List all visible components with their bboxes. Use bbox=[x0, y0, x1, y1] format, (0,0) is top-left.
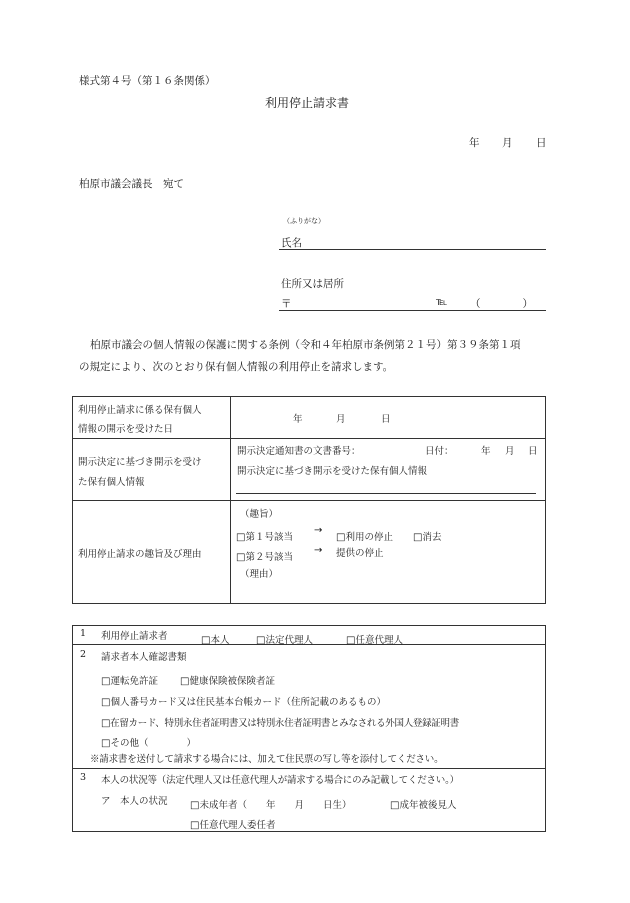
drivers-license-checkbox[interactable]: □ bbox=[101, 676, 111, 687]
intro-line-1: 柏原市議会の個人情報の保護に関する条例（令和４年柏原市条例第２１号）第３９条第１項 bbox=[90, 339, 521, 351]
art2-checkbox[interactable]: □ bbox=[236, 552, 246, 563]
s3-sub-a: ア 本人の状況 bbox=[101, 796, 168, 807]
row3-label: 利用停止請求の趣旨及び理由 bbox=[78, 549, 202, 560]
s2-note: ※請求書を送付して請求する場合には、加えて住民票の写し等を添付してください。 bbox=[90, 754, 444, 765]
erase-checkbox[interactable]: □ bbox=[413, 532, 423, 543]
my-number-card-label: 個人番号カード又は住民基本台帳カード（住所記載のあるもの） bbox=[110, 697, 386, 708]
my-number-card-checkbox[interactable]: □ bbox=[101, 697, 111, 708]
address-line[interactable] bbox=[279, 310, 546, 311]
self-checkbox[interactable]: □ bbox=[201, 635, 211, 646]
art2-arrow: → bbox=[314, 545, 323, 556]
addressee: 柏原市議会議長 宛て bbox=[79, 178, 184, 190]
stop-provide-label: 提供の停止 bbox=[336, 548, 384, 559]
art2-label: 第２号該当 bbox=[245, 552, 293, 563]
s3-number: 3 bbox=[80, 772, 87, 783]
form-title: 利用停止請求書 bbox=[265, 96, 350, 110]
s2-number: 2 bbox=[80, 649, 87, 660]
adult-ward-checkbox[interactable]: □ bbox=[390, 800, 400, 811]
row2-label-2: た保有個人情報 bbox=[78, 477, 145, 488]
other-doc-checkbox[interactable]: □ bbox=[101, 738, 111, 749]
date-day: 日 bbox=[536, 137, 547, 149]
row1-label-1: 利用停止請求に係る保有個人 bbox=[78, 405, 202, 416]
health-insurance-label: 健康保険被保険者証 bbox=[189, 676, 275, 687]
art1-checkbox[interactable]: □ bbox=[236, 532, 246, 543]
agent-principal-label: 任意代理人委任者 bbox=[199, 820, 276, 831]
stop-use-checkbox[interactable]: □ bbox=[336, 532, 346, 543]
agent-principal-checkbox[interactable]: □ bbox=[190, 820, 200, 831]
minor-label: 未成年者（ 年 月 日生） bbox=[199, 800, 352, 811]
other-doc-label: その他（ ） bbox=[110, 738, 196, 749]
postal-mark: 〒 bbox=[281, 298, 292, 310]
tel-mark: ℡ bbox=[436, 296, 448, 308]
name-label: 氏名 bbox=[281, 237, 302, 249]
notice-year: 年 bbox=[481, 446, 491, 457]
s1-number: 1 bbox=[80, 628, 87, 639]
reason-label: （理由） bbox=[240, 569, 279, 580]
self-label: 本人 bbox=[210, 635, 230, 646]
adult-ward-label: 成年被後見人 bbox=[399, 800, 457, 811]
s2-label: 請求者本人確認書類 bbox=[101, 652, 187, 663]
row2-label-1: 開示決定に基づき開示を受け bbox=[78, 457, 202, 468]
residence-card-checkbox[interactable]: □ bbox=[101, 718, 111, 729]
stop-use-label: 利用の停止 bbox=[345, 532, 393, 543]
address-label: 住所又は居所 bbox=[281, 278, 344, 290]
furigana-label: （ふりがな） bbox=[283, 217, 325, 225]
art1-label: 第１号該当 bbox=[245, 532, 293, 543]
row1-day: 日 bbox=[381, 414, 391, 425]
erase-label: 消去 bbox=[422, 532, 442, 543]
date-year: 年 bbox=[469, 137, 480, 149]
legal-agent-label: 法定代理人 bbox=[265, 635, 313, 646]
tel-parens: （ ） bbox=[470, 298, 533, 310]
row1-month: 月 bbox=[336, 414, 346, 425]
disclosed-info-line[interactable] bbox=[236, 493, 536, 494]
s1-label: 利用停止請求者 bbox=[101, 631, 168, 642]
s3-label: 本人の状況等（法定代理人又は任意代理人が請求する場合にのみ記載してください。） bbox=[101, 775, 459, 786]
date-month: 月 bbox=[502, 137, 513, 149]
drivers-license-label: 運転免許証 bbox=[110, 676, 158, 687]
gist-label: （趣旨） bbox=[240, 509, 279, 520]
intro-line-2: の規定により、次のとおり保有個人情報の利用停止を請求します。 bbox=[79, 361, 394, 373]
notice-month: 月 bbox=[505, 446, 515, 457]
health-insurance-checkbox[interactable]: □ bbox=[180, 676, 190, 687]
notice-number-label: 開示決定通知書の文書番号： bbox=[237, 446, 361, 457]
voluntary-agent-label: 任意代理人 bbox=[355, 635, 403, 646]
legal-agent-checkbox[interactable]: □ bbox=[256, 635, 266, 646]
disclosed-info-label: 開示決定に基づき開示を受けた保有個人情報 bbox=[237, 466, 428, 477]
residence-card-label: 在留カード、特別永住者証明書又は特別永住者証明書とみなされる外国人登録証明書 bbox=[110, 718, 459, 729]
voluntary-agent-checkbox[interactable]: □ bbox=[346, 635, 356, 646]
form-number: 様式第４号（第１６条関係） bbox=[79, 75, 216, 87]
row1-label-2: 情報の開示を受けた日 bbox=[78, 424, 174, 435]
row1-year: 年 bbox=[293, 414, 303, 425]
art1-arrow: → bbox=[314, 525, 323, 536]
name-line[interactable] bbox=[279, 249, 546, 250]
notice-date-label: 日付： bbox=[425, 446, 454, 457]
notice-day: 日 bbox=[528, 446, 538, 457]
minor-checkbox[interactable]: □ bbox=[190, 800, 200, 811]
